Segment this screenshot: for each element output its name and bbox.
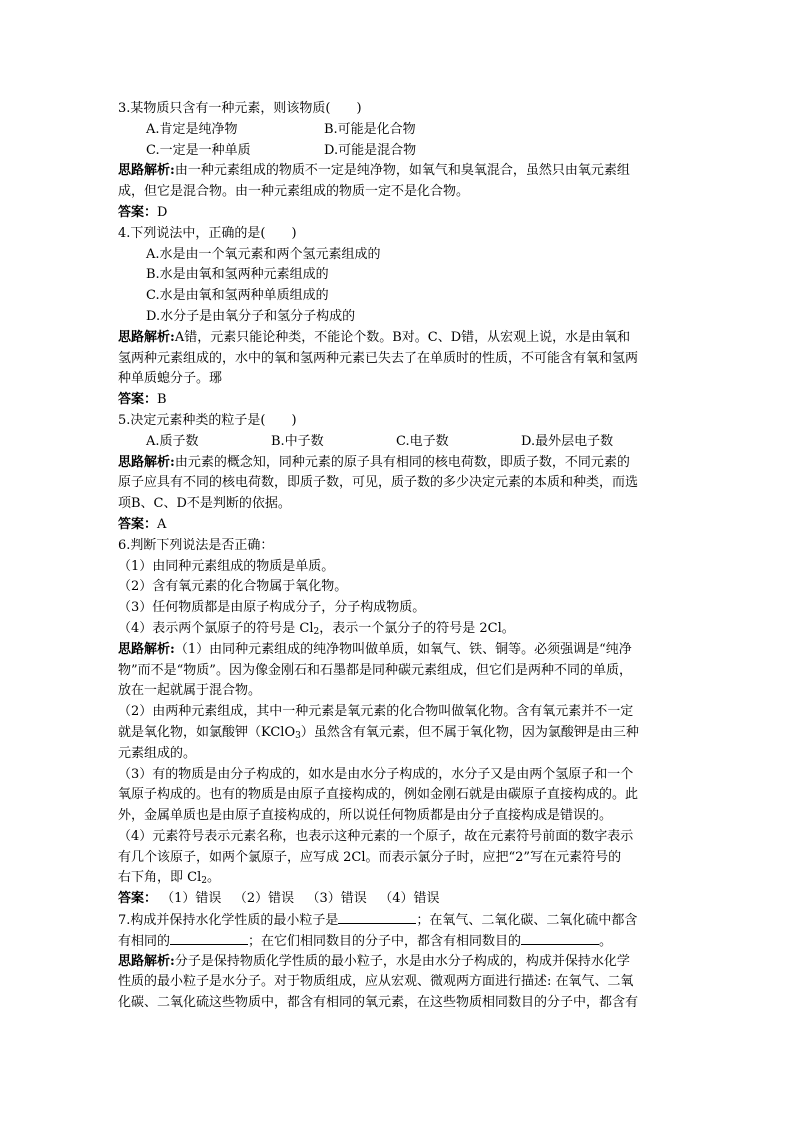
q3-option-a: A.肯定是纯净物 (146, 121, 238, 137)
answer-blank-2[interactable] (170, 931, 248, 945)
q6-answer-2: （2）错误 (233, 891, 295, 907)
q6-analysis-line (118, 640, 680, 661)
q7-stem-text: ；在它们相同数目的分子中，都含有相同数目的 (248, 933, 522, 949)
q3-answer: D (157, 204, 168, 220)
q3-analysis-line (118, 161, 680, 182)
q4-option-c: C.水是由氧和氢两种单质组成的 (146, 288, 329, 304)
q4-option-a: A.水是由一个氧元素和两个氢元素组成的 (146, 246, 381, 262)
q7-stem-text: ；在氧气、二氧化碳、二氧化硫中都含 (416, 913, 638, 929)
q5-options-row (118, 432, 680, 453)
q6-analysis-line: （2）由两种元素组成，其中一种元素是氧元素的化合物叫做氧化物。含有氧元素并不一定 (118, 704, 634, 720)
q7-stem-line (118, 931, 680, 952)
q5-analysis-text: 由元素的概念知，同种元素的原子具有相同的核电荷数，即质子数，不同元素的 (174, 454, 630, 470)
q7-analysis-label: 思路解析: (118, 953, 175, 969)
q7-analysis-line: 化碳、二氧化硫这些物质中，都含有相同的氧元素，在这些物质相同数目的分子中，都含有 (118, 995, 639, 1011)
q6-analysis-line: （4）元素符号表示元素名称，也表示这种元素的一个原子，故在元素符号前面的数字表示 (118, 828, 634, 844)
q4-answer-label: 答案： (118, 392, 158, 408)
q6-answer-line (118, 889, 680, 910)
q6-analysis-line: 氧原子构成的。也有的物质是由原子直接构成的，例如金刚石就是由碳原子直接构成的。此 (118, 787, 639, 803)
q5-answer: A (157, 516, 167, 532)
q3-options-row-1 (118, 120, 680, 141)
q6-analysis-line: （3）有的物质是由分子构成的，如水是由水分子构成的，水分子又是由两个氢原子和一个 (118, 766, 634, 782)
q3-option-b: B.可能是化合物 (324, 121, 416, 137)
q3-answer-label: 答案： (118, 204, 158, 220)
q4-analysis-line: 种单质螅分子。琊 (118, 371, 223, 387)
q3-analysis-label: 思路解析: (118, 163, 175, 179)
q6-item4-text: ，表示一个氯分子的符号是 2Cl。 (319, 620, 515, 636)
q7-analysis-text: 分子是保持物质化学性质的最小粒子，水是由水分子构成的，构成并保持水化学 (174, 953, 630, 969)
q6-answer-3: （3）错误 (306, 891, 367, 907)
q6-answer-label: 答案： (118, 891, 158, 907)
q6-item (118, 619, 680, 640)
answer-blank-1[interactable] (338, 910, 416, 924)
q4-analysis-line: 氢两种元素组成的，水中的氧和氢两种元素已失去了在单质时的性质，不可能含有氧和氢两 (118, 350, 639, 366)
q3-analysis-line: 成，但它是混合物。由一种元素组成的物质一定不是化合物。 (118, 184, 470, 200)
q4-analysis-line (118, 328, 680, 349)
q6-answer-4: （4）错误 (379, 891, 440, 907)
q6-item: （2）含有氧元素的化合物属于氧化物。 (118, 579, 348, 595)
subscript: 3 (295, 730, 301, 741)
q5-option-d: D.最外层电子数 (521, 433, 614, 449)
q6-item: （3）任何物质都是由原子构成分子，分子构成物质。 (118, 600, 426, 616)
document-page (118, 99, 680, 1014)
q6-analysis-line: 外，金属单质也是由原子直接构成的，所以说任何物质都是由分子直接构成是错误的。 (118, 808, 613, 824)
q3-options-row-2 (118, 141, 680, 162)
q6-analysis-line: 元素组成的。 (118, 745, 197, 761)
q5-answer-line (118, 515, 680, 536)
answer-blank-3[interactable] (521, 931, 599, 945)
q6-analysis-text: 。 (206, 870, 220, 886)
q4-analysis-text: A错，元素只能论种类，不能论个数。B对。C、D错，从宏观上说，水是由氧和 (174, 329, 631, 345)
q5-analysis-line: 原子应具有不同的核电荷数，即质子数，可见，质子数的多少决定元素的本质和种类，而选 (118, 475, 639, 491)
q7-stem-text: 7.构成并保持水化学性质的最小粒子是 (118, 913, 339, 929)
q7-stem-line (118, 910, 680, 931)
q6-item: （1）由同种元素组成的物质是单质。 (118, 558, 335, 574)
q5-analysis-label: 思路解析: (118, 454, 175, 470)
q6-analysis-line (118, 723, 680, 744)
q4-answer: B (157, 392, 167, 408)
q5-analysis-line: 项B、C、D不是判断的依据。 (118, 496, 291, 512)
q3-analysis-text: 由一种元素组成的物质不一定是纯净物，如氧气和臭氧混合，虽然只由氧元素组 (174, 163, 630, 179)
q7-analysis-line (118, 952, 680, 973)
q4-stem: 4.下列说法中，正确的是( ) (118, 225, 297, 241)
q3-stem: 3.某物质只含有一种元素，则该物质( ) (118, 101, 362, 116)
q4-analysis-label: 思路解析: (118, 329, 175, 345)
q4-option-b: B.水是由氧和氢两种元素组成的 (146, 267, 329, 283)
q4-answer-line (118, 390, 680, 411)
q5-analysis-line (118, 453, 680, 474)
q6-stem: 6.判断下列说法是否正确： (118, 537, 274, 553)
q7-analysis-line: 性质的最小粒子是水分子。对于物质组成，应从宏观、微观两方面进行描述: 在氧气、二氧 (118, 974, 634, 990)
q5-option-c: C.电子数 (396, 433, 449, 449)
q3-option-c: C.一定是一种单质 (146, 142, 251, 158)
q5-stem: 5.决定元素种类的粒子是( ) (118, 412, 297, 428)
q7-stem-text: 。 (599, 933, 613, 949)
q3-answer-line (118, 203, 680, 224)
q6-analysis-label: 思路解析: (118, 641, 175, 657)
q5-answer-label: 答案： (118, 516, 158, 532)
q7-stem-text: 有相同的 (118, 933, 171, 949)
q6-item4-text: （4）表示两个氯原子的符号是 Cl (118, 620, 314, 636)
q6-analysis-line (118, 868, 680, 889)
q5-option-b: B.中子数 (271, 433, 324, 449)
subscript: 2 (313, 626, 320, 637)
q6-analysis-text: 右下角，即 Cl (118, 870, 202, 886)
subscript: 2 (201, 876, 207, 887)
q6-analysis-text: 就是氧化物，如氯酸钾（KClO (118, 724, 296, 740)
q6-answer-1: （1）错误 (161, 891, 222, 907)
q6-analysis-line: 放在一起就属于混合物。 (118, 683, 262, 699)
q6-analysis-text: ）虽然含有氧元素，但不属于氧化物，因为氯酸钾是由三种 (300, 724, 639, 740)
q4-option-d: D.水分子是由氧分子和氢分子构成的 (146, 308, 356, 324)
q6-analysis-line: 有几个该原子，如两个氯原子，应写成 2Cl。而表示氯分子时，应把“2”写在元素符号的 (118, 849, 622, 865)
q6-analysis-line: 物”而不是“物质”。因为像金刚石和石墨都是同种碳元素组成，但它们是两种不同的单质， (118, 662, 632, 678)
q6-analysis-text: （1）由同种元素组成的纯净物叫做单质，如氧气、铁、铜等。必须强调是“纯净 (174, 641, 632, 657)
q5-option-a: A.质子数 (146, 433, 199, 449)
q3-option-d: D.可能是混合物 (324, 142, 417, 158)
